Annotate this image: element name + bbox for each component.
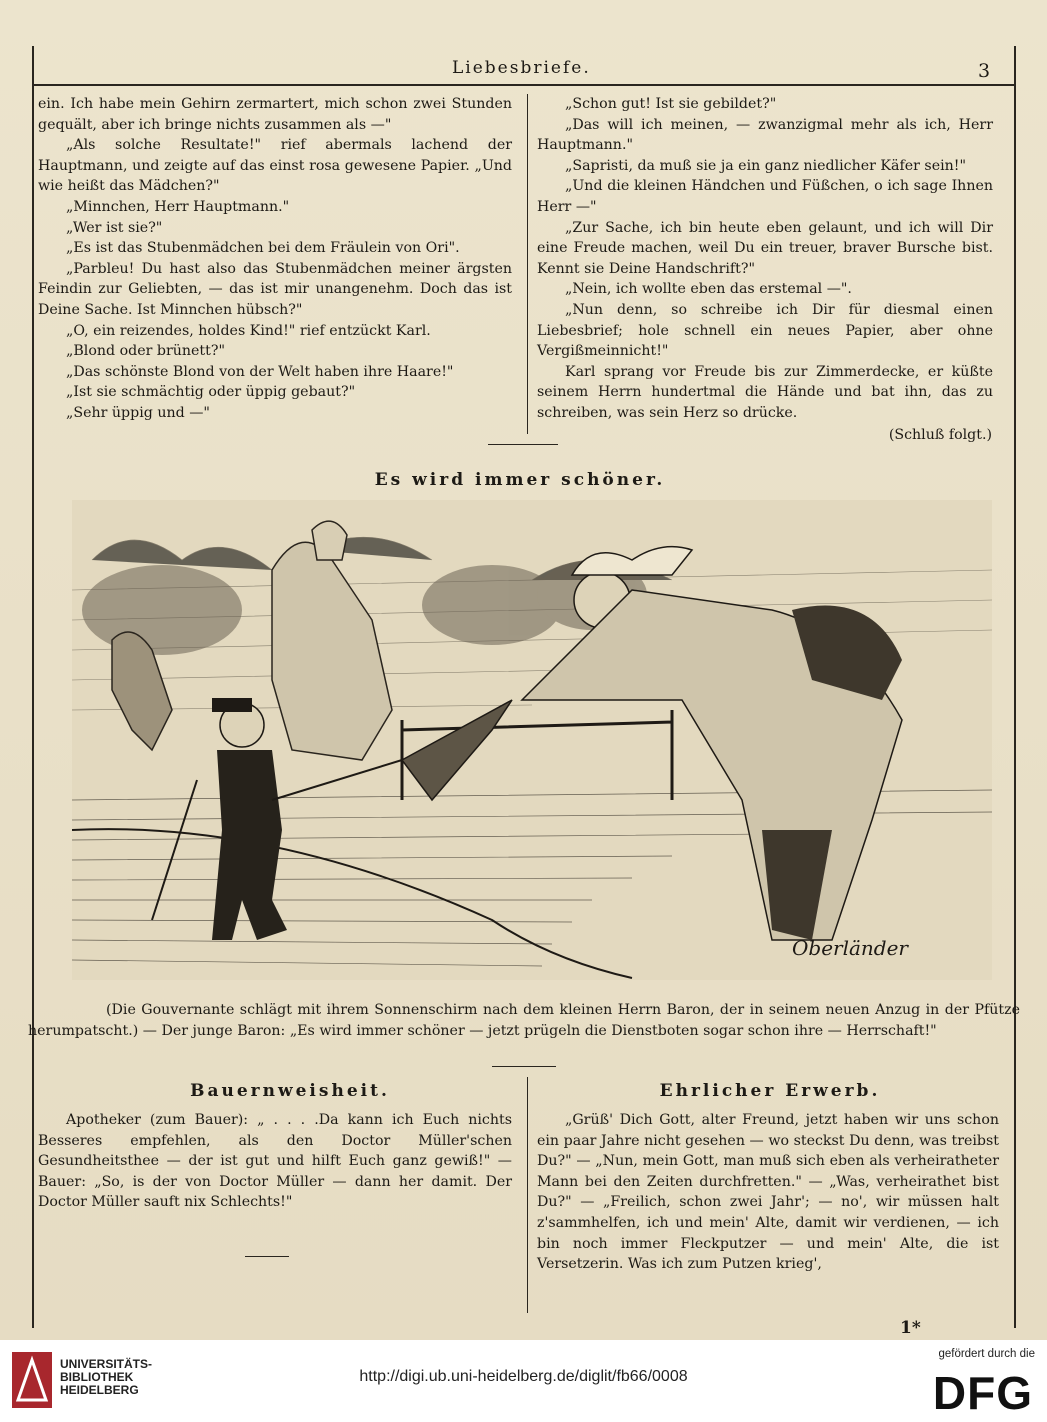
left-column-paragraph: „Es ist das Stubenmädchen bei dem Fräulein von Ori". — [66, 240, 460, 257]
left-column-paragraph: „Das schönste Blond von der Welt haben ihre Haare!" — [66, 363, 454, 380]
illustration-signature: Oberländer — [792, 936, 908, 960]
left-column-paragraph: „Minnchen, Herr Hauptmann." — [66, 198, 290, 215]
separator-rule-2 — [492, 1066, 556, 1067]
source-url-link[interactable]: http://digi.ub.uni-heidelberg.de/diglit/fb66/0008 — [359, 1368, 688, 1385]
right-column-paragraph: „Sapristi, da muß sie ja ein ganz niedlicher Käfer sein!" — [565, 157, 967, 174]
right-text-column — [537, 94, 993, 424]
caption-text: (Die Gouvernante schlägt mit ihrem Sonnenschirm nach dem kleinen Herrn Baron, der in seinem neuen Anzug in der Pfütze herumpatscht.) — Der junge Baron: „Es wird immer schöner — jetzt prügeln die Dienstboten sogar schon ihre — Herrschaft!" — [28, 1002, 1020, 1039]
bauernweisheit-text — [38, 1110, 512, 1213]
separator-rule-3 — [245, 1256, 289, 1257]
left-column-paragraph: ein. Ich habe mein Gehirn zermartert, mich schon zwei Stunden gequält, aber ich bringe nichts zusammen als —" — [38, 96, 512, 133]
page-number: 3 — [978, 60, 993, 82]
library-line-3: HEIDELBERG — [60, 1383, 139, 1397]
left-column-paragraph: „Ist sie schmächtig oder üppig gebaut?" — [66, 384, 356, 401]
running-title: Liebesbriefe. — [452, 58, 591, 78]
section-title-bauernweisheit: Bauernweisheit. — [190, 1081, 390, 1101]
right-column-paragraph: „Schon gut! Ist sie gebildet?" — [565, 96, 777, 112]
left-border-rule — [32, 46, 34, 1328]
column-divider-top — [527, 94, 528, 434]
engraving-illustration — [72, 500, 992, 980]
section-title-es-wird-immer-schoener: Es wird immer schöner. — [374, 470, 666, 490]
left-column-paragraph: „Sehr üppig und —" — [66, 404, 210, 421]
sheet-mark: 1* — [900, 1318, 921, 1338]
left-column-paragraph: „Blond oder brünett?" — [66, 343, 225, 360]
left-column-paragraph: „Als solche Resultate!" rief abermals lachend der Hauptmann, und zeigte auf das einst rosa gewesene Papier. „Und wie heißt das Mädchen?" — [38, 137, 512, 195]
continued-note: (Schluß folgt.) — [888, 427, 992, 443]
left-column-paragraph: „Wer ist sie?" — [66, 219, 163, 236]
top-border-rule — [32, 84, 1015, 86]
right-column-paragraph: „Nein, ich wollte eben das erstemal —". — [565, 281, 852, 298]
left-text-column — [38, 94, 512, 424]
library-line-2: BIBLIOTHEK — [60, 1370, 134, 1384]
separator-rule-1 — [488, 444, 558, 445]
digitization-footer — [0, 1340, 1047, 1422]
library-line-1: UNIVERSITÄTS- — [60, 1357, 153, 1371]
right-column-paragraph: „Nun denn, so schreibe ich Dir für diesmal einen Liebesbrief; hole schnell ein neues Papier, aber ohne Vergißmeinnicht!" — [537, 301, 993, 360]
illustration-caption — [28, 1000, 1020, 1042]
right-border-rule — [1014, 46, 1016, 1328]
funded-by-label: gefördert durch die — [938, 1348, 1035, 1360]
left-column-paragraph: „Parbleu! Du hast also das Stubenmädchen meiner ärgsten Feindin zur Geliebten, — das ist mir unangenehm. Doch das ist Deine Sache. Ist Minnchen hübsch?" — [38, 260, 512, 318]
right-column-paragraph: Karl sprang vor Freude bis zur Zimmerdecke, er küßte seinem Herrn hundertmal die Hände und bat ihn, das zu schreiben, was sein Herz so drücke. — [537, 363, 993, 421]
bauernweisheit-paragraph: Apotheker (zum Bauer): „ . . . .Da kann ich Euch nichts Besseres empfehlen, als den Doctor Müller'schen Gesundheitsthee — der ist gut und hilft Euch ganz gewiß!" — Bauer: „So, is der von Doctor Müller — dann her damit. Der Doctor Müller sauft nix Schlechts!" — [38, 1112, 512, 1211]
ehrlicher-erwerb-text — [537, 1110, 999, 1275]
column-divider-bottom — [527, 1077, 528, 1313]
right-column-paragraph: „Und die kleinen Händchen und Füßchen, o ich sage Ihnen Herr —" — [537, 178, 993, 215]
left-column-paragraph: „O, ein reizendes, holdes Kind!" rief entzückt Karl. — [66, 322, 431, 339]
right-column-paragraph: „Zur Sache, ich bin heute eben gelaunt, und ich will Dir eine Freude machen, weil Du ein treuer, braver Bursche bist. Kennt sie Deine Handschrift?" — [537, 219, 993, 277]
ehrlicher-erwerb-paragraph: „Grüß' Dich Gott, alter Freund, jetzt haben wir uns schon ein paar Jahre nicht gesehen — wo steckst Du denn, was treibst Du?" — „Nun, mein Gott, man muß sich eben als verheiratheter Mann bei den Zeiten durchfretten." — „Was, verheirathet bist Du?" — „Freilich, schon zwei Jahr'; — no', wir müssen halt z'sammhelfen, ich und mein' Alte, damit wir verdienen, — ich bin noch immer Fleckputzer — und mein' Alte, die ist Versetzerin. Was ich zum Putzen krieg', — [537, 1112, 999, 1273]
section-title-ehrlicher-erwerb: Ehrlicher Erwerb. — [659, 1081, 881, 1101]
right-column-paragraph: „Das will ich meinen, — zwanzigmal mehr als ich, Herr Hauptmann." — [537, 116, 993, 154]
dfg-logo: DFG — [932, 1367, 1033, 1419]
